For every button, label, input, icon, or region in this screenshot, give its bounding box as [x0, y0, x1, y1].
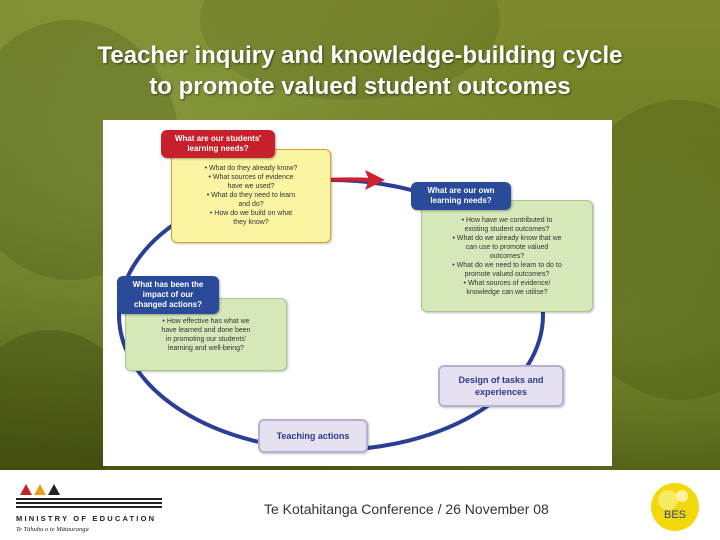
ministry-maori-name: Te Tāhuhu o te Mātauranga	[16, 526, 89, 533]
impact-item: learning and well-being?	[168, 345, 244, 352]
students-needs-item: • What do they need to learn	[206, 192, 296, 199]
own-needs-item: existing student outcomes?	[464, 226, 550, 233]
own-needs-item: knowledge can we utilise?	[466, 289, 548, 296]
own-needs-box	[421, 200, 593, 312]
ministry-of-education-logo	[16, 481, 166, 536]
impact-item: • How effective has what we	[162, 318, 250, 325]
students-needs-item: and do?	[238, 201, 264, 208]
slide-title	[20, 40, 700, 102]
teaching-actions-label: Teaching actions	[276, 431, 350, 441]
impact-header-line: changed actions?	[133, 300, 202, 309]
students-needs-item: • How do we build on what	[209, 210, 293, 217]
own-needs-header	[411, 182, 511, 210]
own-needs-item: can use to promote valued	[465, 244, 549, 251]
own-needs-item: • What do we need to learn to do to	[452, 262, 562, 269]
title-line-2: to promote valued student outcomes	[149, 73, 571, 100]
students-needs-item: they know?	[233, 219, 269, 226]
students-needs-header-line: What are our students'	[174, 134, 262, 143]
design-tasks-box	[438, 365, 564, 407]
ministry-name: MINISTRY OF EDUCATION	[16, 514, 157, 523]
own-needs-header-line: What are our own	[427, 186, 495, 195]
impact-item: in promoting our students'	[165, 336, 247, 343]
impact-item: have learned and done been	[161, 327, 251, 334]
design-tasks-line: Design of tasks and	[458, 375, 544, 385]
impact-header	[117, 276, 219, 314]
bes-logo	[648, 480, 702, 534]
bes-logo-text: BES	[663, 509, 687, 521]
students-needs-header-line: learning needs?	[187, 144, 249, 153]
students-needs-box	[171, 149, 331, 243]
own-needs-header-line: learning needs?	[430, 196, 492, 205]
conference-label: Te Kotahitanga Conference / 26 November 08	[264, 501, 549, 517]
ministry-logo-mark	[16, 481, 166, 513]
own-needs-item: • What do we already know that we	[452, 235, 562, 242]
impact-header-line: What has been the	[132, 280, 204, 289]
own-needs-item: outcomes?	[489, 253, 525, 260]
design-tasks-line: experiences	[474, 387, 528, 397]
inquiry-cycle-diagram	[103, 120, 612, 466]
footer-bar	[0, 470, 720, 540]
teaching-actions-box	[258, 419, 368, 453]
students-needs-item: have we used?	[227, 183, 275, 190]
own-needs-item: • How have we contributed to	[461, 217, 553, 224]
impact-header-line: impact of our	[142, 290, 194, 299]
title-line-1: Teacher inquiry and knowledge-building cycle	[97, 42, 623, 69]
own-needs-item: • What sources of evidence/	[463, 280, 551, 287]
own-needs-item: promote valued outcomes?	[464, 271, 550, 278]
students-needs-header	[161, 130, 275, 158]
students-needs-item: • What do they already know?	[204, 165, 298, 172]
students-needs-item: • What sources of evidence	[208, 174, 294, 181]
